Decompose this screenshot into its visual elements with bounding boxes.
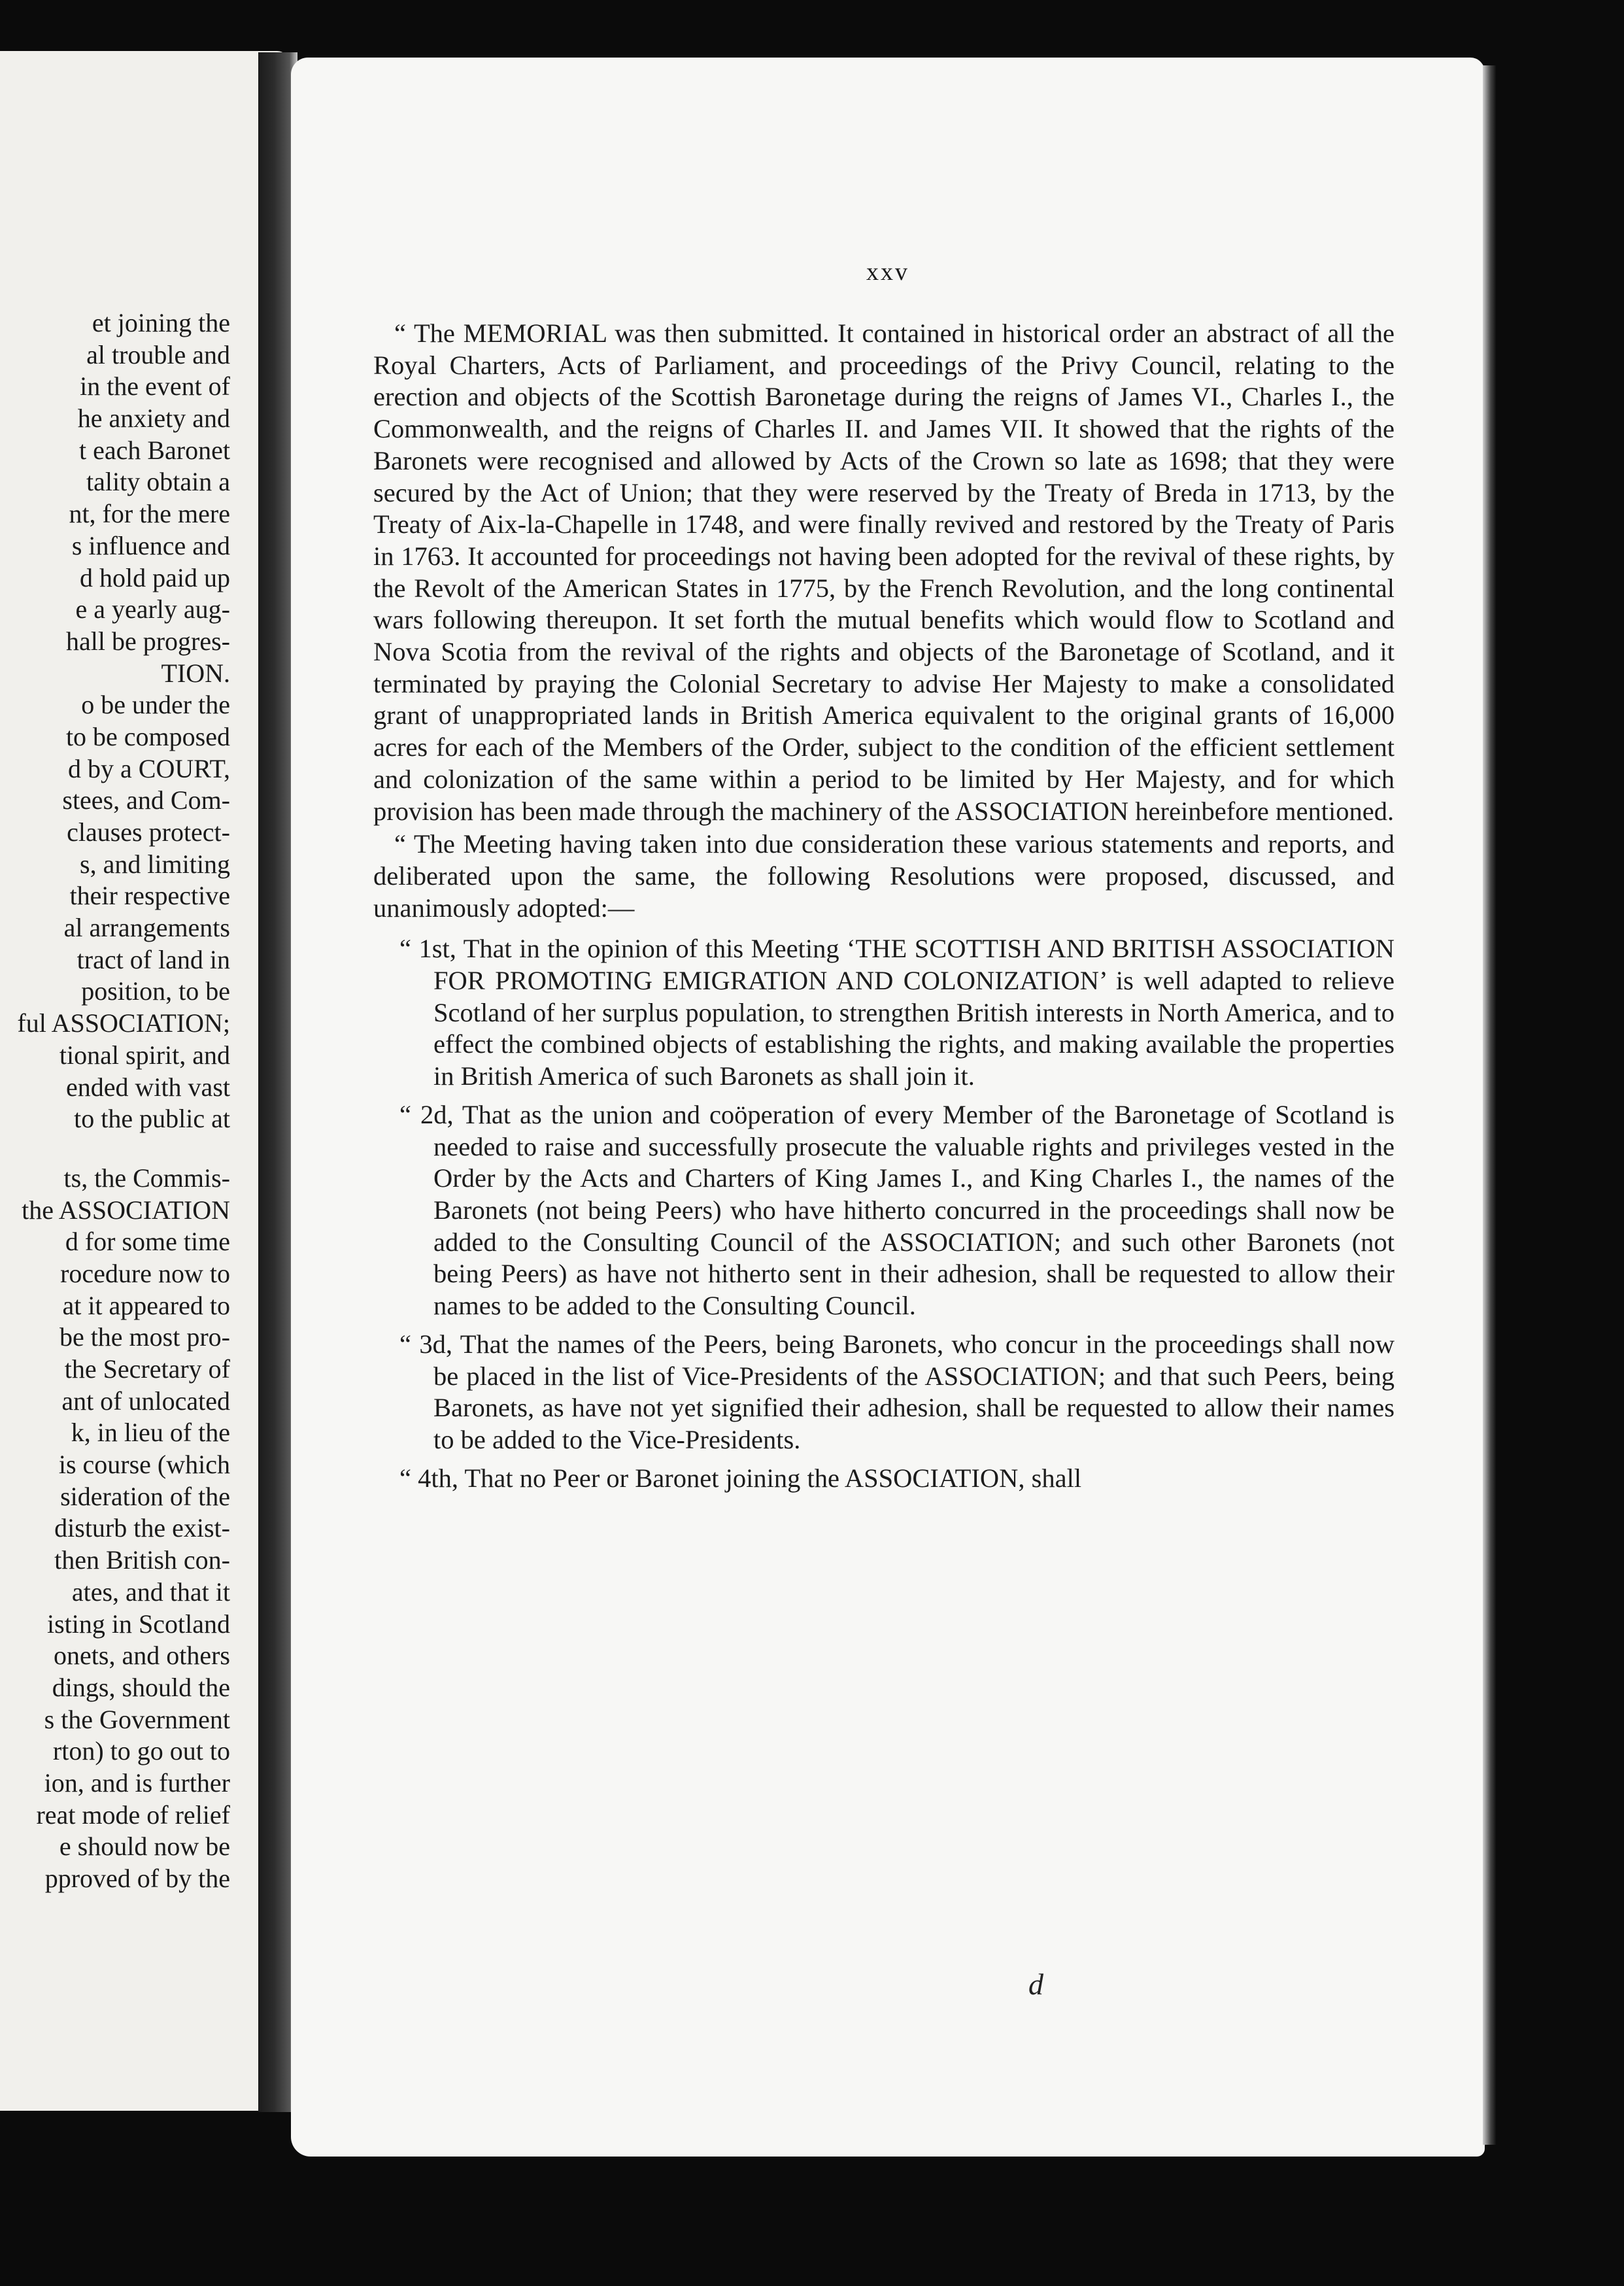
line-gap	[0, 1135, 230, 1163]
facing-page-line: in the event of	[80, 371, 230, 401]
facing-page-line: sideration of the	[60, 1481, 230, 1511]
facing-page-line: t each Baronet	[79, 435, 230, 465]
facing-page-line: et joining the	[92, 308, 230, 337]
resolution-3d: “ 3d, That the names of the Peers, being Baronets, who concur in the proceedings shall now be placed in the list of Vice-Presidents of the ASSOCIATION; and that such Peers, being Baronets, as have not yet signified their adhesion, shall be requested to allow their names to be added to the Vice-Presidents.	[399, 1329, 1395, 1454]
page-right	[291, 58, 1485, 2157]
facing-page-line: e a yearly aug-	[75, 594, 230, 624]
signature-mark: d	[1028, 1968, 1043, 2001]
facing-page-line: s, and limiting	[80, 849, 230, 879]
facing-page-line: their respective	[69, 881, 230, 911]
facing-page-line: s influence and	[71, 530, 230, 560]
facing-page-line: rton) to go out to	[52, 1736, 230, 1766]
facing-page-line: disturb the exist-	[54, 1513, 230, 1543]
facing-page-line: reat mode of relief	[36, 1800, 230, 1830]
facing-page-line: the Secretary of	[64, 1354, 230, 1384]
facing-page-line: ended with vast	[65, 1072, 230, 1102]
facing-page-line: he anxiety and	[77, 403, 230, 434]
facing-page-line: to the public at	[74, 1104, 230, 1134]
facing-page-line: clauses protect-	[67, 817, 230, 847]
facing-page-line: s the Government	[44, 1704, 230, 1734]
facing-page-line: then British con-	[54, 1545, 230, 1575]
facing-page-line: dings, should the	[52, 1672, 230, 1702]
facing-page-line: e should now be	[59, 1832, 230, 1862]
facing-page-line: al arrangements	[63, 913, 230, 943]
facing-page-line: at it appeared to	[62, 1290, 230, 1320]
facing-page-line: is course (which	[58, 1450, 230, 1480]
facing-page-line: ion, and is further	[44, 1767, 230, 1798]
facing-page-line: be the most pro-	[59, 1322, 230, 1352]
facing-page-line: o be under the	[81, 690, 230, 720]
facing-page-line: ful ASSOCIATION;	[17, 1008, 230, 1038]
facing-page-line: k, in lieu of the	[71, 1418, 230, 1448]
facing-page-line: isting in Scotland	[47, 1609, 230, 1639]
paragraph-memorial: “ The MEMORIAL was then submitted. It contained in historical order an abstract of all the Royal Charters, Acts of Parliament, and proceedings of the Privy Council, relating to the erection and objects of the Scottish Baronetage during the reigns of James VI., Charles I., the Commonwealth, and the reigns of Charles II. and James VII. It showed that the rights of the Baronets were recognised and allowed by Acts of the Crown so late as 1698; that they were secured by the Act of Union; that they were reserved by the Treaty of Breda in 1713, by the Treaty of Aix-la-Chapelle in 1748, and were finally revived and restored by the Treaty of Paris in 1763. It accounted for proceedings not having been adopted for the revival of these rights, by the Revolt of the American States in 1775, by the French Revolution, and the long continental wars following thereupon. It set forth the mutual benefits which would flow to Scotland and Nova Scotia from the revival of the rights and objects of the Baronetage of Scotland, and it terminated by praying the Colonial Secretary to advise Her Majesty to make a consolidated grant of unappropriated lands in British America equivalent to the original grants of 16,000 acres for each of the Members of the Order, subject to the condition of the efficient settlement and colonization of the same within a period to be limited by Her Majesty, and for which provision has been made through the machinery of the ASSOCIATION hereinbefore mentioned.	[373, 318, 1395, 826]
facing-page-line: position, to be	[81, 976, 230, 1006]
page-body	[373, 318, 1395, 1494]
facing-page-line: ant of unlocated	[61, 1386, 230, 1416]
facing-page-line: tract of land in	[76, 944, 230, 974]
facing-page-line: tality obtain a	[86, 467, 230, 497]
facing-page-line: TION.	[161, 658, 230, 688]
facing-page-line: rocedure now to	[60, 1258, 230, 1288]
paragraph-meeting: “ The Meeting having taken into due consideration these various statements and reports, and deliberated upon the same, the following Resolutions were proposed, discussed, and unanimously adopted:—	[373, 829, 1395, 923]
facing-page-line: tional spirit, and	[59, 1040, 230, 1070]
facing-page-line: ates, and that it	[71, 1577, 230, 1607]
facing-page-line: d by a COURT,	[68, 753, 230, 783]
resolution-1st: “ 1st, That in the opinion of this Meeting ‘THE SCOTTISH AND BRITISH ASSOCIATION FOR PROMOTING EMIGRATION AND COLONIZATION’ is well adapted to relieve Scotland of her surplus population, to strengthen British interests in North America, and to effect the combined objects of establishing the rights, and making available the properties in British America of such Baronets as shall join it.	[399, 934, 1395, 1091]
facing-page-line: pproved of by the	[44, 1864, 230, 1893]
facing-page-line: stees, and Com-	[62, 785, 230, 815]
facing-page-line: ts, the Commis-	[63, 1163, 230, 1193]
facing-page-text	[0, 307, 230, 1895]
facing-page-line: nt, for the mere	[69, 499, 230, 529]
facing-page-line: to be composed	[65, 721, 230, 751]
facing-page-line: d for some time	[65, 1227, 230, 1257]
facing-page-line: d hold paid up	[80, 562, 230, 592]
facing-page-line: al trouble and	[86, 339, 230, 369]
page-edge	[1483, 65, 1496, 2145]
facing-page-line: the ASSOCIATION	[22, 1195, 230, 1225]
facing-page-line: hall be progres-	[65, 626, 230, 656]
facing-page-left	[0, 51, 289, 2111]
page-number: xxv	[866, 258, 909, 286]
facing-page-line: onets, and others	[54, 1641, 230, 1671]
resolution-4th: “ 4th, That no Peer or Baronet joining the ASSOCIATION, shall	[399, 1463, 1082, 1493]
resolution-2d: “ 2d, That as the union and coöperation of every Member of the Baronetage of Scotland is needed to raise and successfully prosecute the valuable rights and privileges vested in the Order by the Acts and Charters of King James I., and King Charles I., the names of the Baronets (not being Peers) who have hitherto concurred in the proceedings shall now be added to the Consulting Council of the ASSOCIATION; and such other Baronets (not being Peers) as have not hitherto sent in their adhesion, shall be requested to allow their names to be added to the Consulting Council.	[399, 1099, 1395, 1321]
